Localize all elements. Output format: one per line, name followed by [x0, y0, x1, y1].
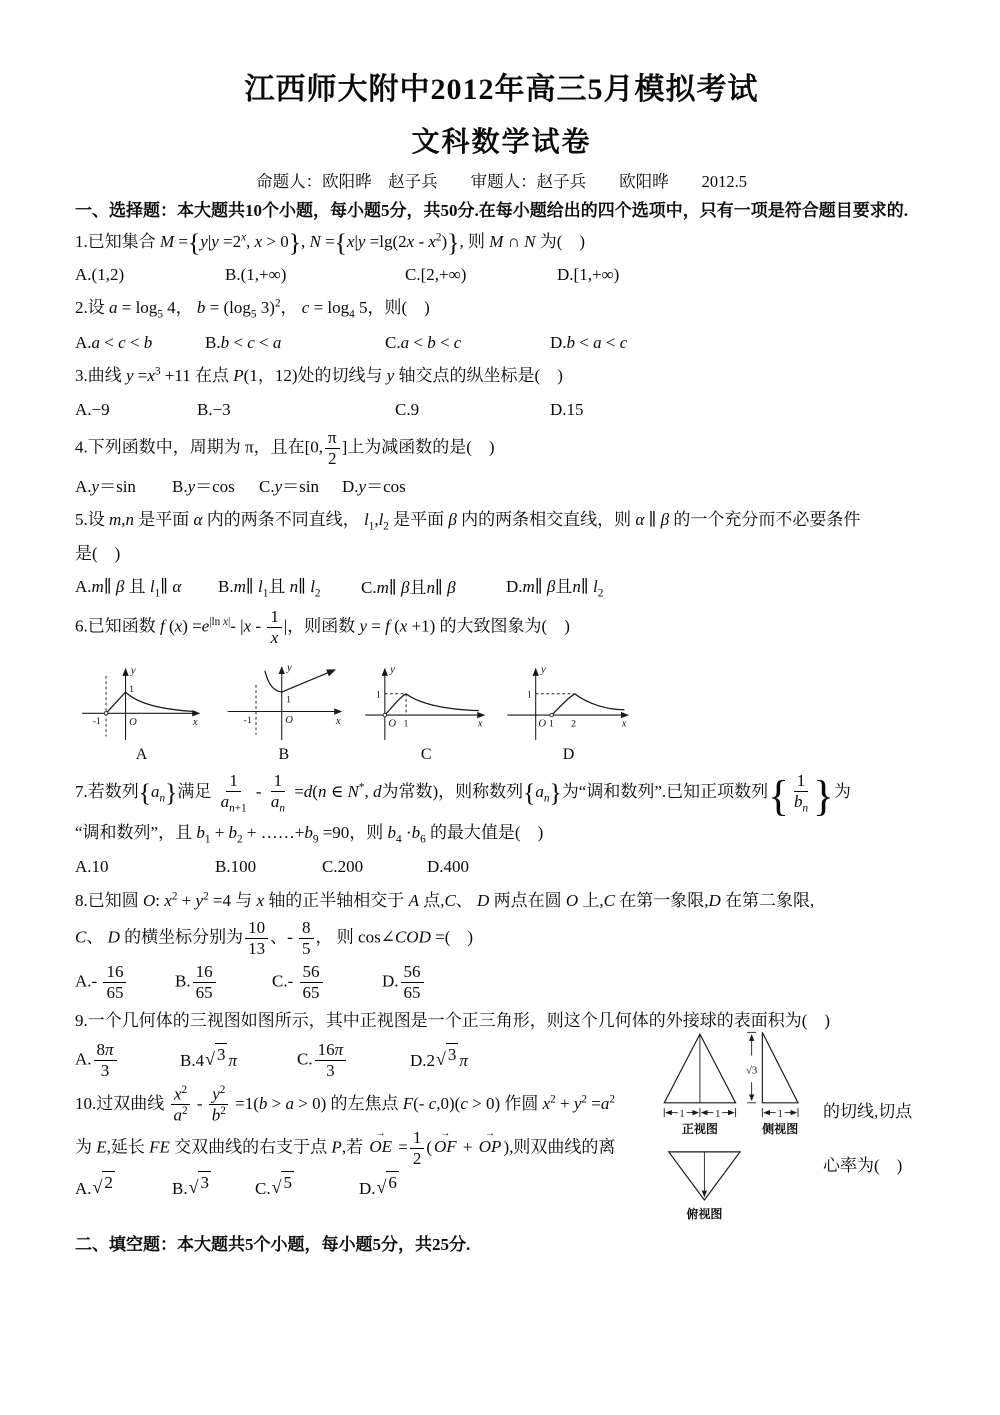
question-2: [75, 292, 928, 359]
question-8: [75, 885, 928, 1004]
axis-label-x: x: [336, 715, 341, 727]
tick-x2: 2: [571, 718, 577, 730]
q6-graph-c-plot: [360, 655, 493, 745]
question-10-stem-line1: 10.过双曲线 $\frac{x^2}{a^2}$ - $\frac{y^2}{b^2}$ =1(b > a > 0) 的左焦点 F(- c,0)(c > 0) 作圆 $x^2 + y^2 =a^2$: [75, 1083, 615, 1125]
side-width-dim: 1: [777, 1108, 783, 1121]
question-3-options: [75, 394, 928, 426]
question-10-stem-line2: 为 E,延长 FE 交双曲线的右支于点 P,若 → OE = $\frac{1}{2}$ ( → OF + → OP ),则双曲线的离: [75, 1127, 715, 1170]
question-5-option-a: A.m∥ β 且 $l_1\parallel$ α: [75, 577, 182, 600]
q9-q10-region: [75, 1005, 928, 1222]
question-1-options: [75, 259, 928, 291]
question-4-option-b: B.y＝cos: [172, 476, 235, 496]
q6-graph-b-caption: B: [278, 746, 290, 764]
exam-title: 江西师大附中2012年高三5月模拟考试: [244, 73, 759, 106]
question-6-figure: [75, 655, 635, 764]
origin-label: O: [538, 718, 547, 730]
question-1: [75, 226, 928, 292]
question-9-option-d: D.2 √ 3 π: [410, 1044, 468, 1070]
question-7: [75, 770, 928, 884]
question-10-option-b: B. √ 3: [172, 1173, 209, 1199]
question-8-option-b: B. $\frac{16}{65}$: [175, 961, 272, 1004]
question-2-stem: 2.设 $a = \log_5 4$， $b = (\log_5$ 3)$^2$， $c = \log_4 5$，则( ): [75, 297, 430, 321]
side-view-label: 侧视图: [762, 1122, 799, 1137]
side-height-dim: √3: [746, 1064, 758, 1077]
question-8-option-d: D. $\frac{56}{65}$: [382, 961, 426, 1004]
question-8-stem-line2: C、 D 的横坐标分别为 $\frac{10}{13}$ 、- $\frac{8}{5}$ ， 则 cos∠COD =( ): [75, 918, 474, 959]
question-8-option-c: C.- $\frac{56}{65}$: [272, 961, 382, 1004]
question-3-option-d: D.15: [550, 399, 584, 419]
question-3: [75, 360, 928, 426]
question-9-option-a: A. $\frac{8\pi}{3}$: [75, 1039, 180, 1082]
axis-label-y: y: [130, 665, 136, 677]
axis-label-x: x: [192, 716, 198, 728]
tick-neg1: -1: [92, 715, 101, 727]
question-1-option-a: A.(1,2): [75, 264, 125, 284]
q6-graph-a: [75, 655, 208, 764]
q6-graph-d: [502, 655, 635, 764]
tick-y1: 1: [526, 689, 532, 701]
question-3-option-b: B.−3: [197, 399, 231, 419]
q6-graph-a-caption: A: [135, 746, 148, 764]
q6-graph-c-caption: C: [420, 746, 432, 764]
question-3-option-a: A.−9: [75, 399, 110, 419]
tick-neg1: -1: [243, 715, 253, 727]
question-9-option-c: C. $\frac{16\pi}{3}$: [297, 1039, 410, 1082]
question-7-option-b: B.100: [215, 857, 257, 877]
origin-label: O: [129, 716, 137, 728]
question-3-option-c: C.9: [395, 399, 420, 419]
q6-graph-d-plot: [502, 655, 635, 745]
question-5-option-c: C.m∥ β且n∥ β: [361, 577, 456, 597]
axis-label-y: y: [389, 664, 395, 676]
q6-graph-c: [360, 655, 493, 764]
question-10-wrap-fragment-2: 心率为( ): [823, 1156, 903, 1176]
question-9-figure: [658, 1027, 823, 1230]
axis-label-y: y: [287, 662, 293, 674]
question-4-option-a: A.y＝sin: [75, 476, 136, 496]
q6-graph-d-caption: D: [562, 746, 575, 764]
origin-label: O: [285, 715, 294, 727]
question-5: [75, 504, 928, 605]
tick-x1: 1: [403, 718, 408, 730]
axis-label-x: x: [621, 718, 627, 730]
q6-graph-a-plot: [75, 655, 208, 745]
three-view-drawing: [658, 1027, 823, 1225]
question-10-option-d: D. √ 6: [359, 1173, 397, 1199]
tick-1: 1: [286, 694, 292, 706]
question-6: [75, 606, 928, 764]
question-1-option-c: C.[2,+∞): [405, 264, 467, 284]
front-width-dim-2: 1: [715, 1108, 721, 1121]
question-2-option-a: A.a < c < b: [75, 332, 153, 352]
axis-label-x: x: [477, 718, 483, 730]
question-4-option-d: D.y＝cos: [342, 476, 406, 496]
top-view-label: 俯视图: [686, 1207, 723, 1222]
question-4-options: [75, 471, 928, 503]
question-2-option-c: C.a < b < c: [385, 332, 462, 352]
question-2-option-d: D.b < a < c: [550, 332, 628, 352]
question-5-option-b: B.m∥ $l_1$且 n∥ $l_2$: [218, 577, 321, 600]
question-1-stem: 1.已知集合 $M =\{y|y =2^x$, x > 0}, $N =\{x|y =\lg(2x - x^2)\}$, 则 M ∩ N 为( ): [75, 227, 586, 257]
question-10-option-c: C. √ 5: [255, 1173, 292, 1199]
question-7-option-c: C.200: [322, 857, 364, 877]
section-2-heading: 二、填空题：本大题共5个小题，每小题5分，共25分.: [75, 1235, 471, 1255]
question-3-stem: 3.曲线 $y =x^3 +11$ 在点 P(1，12)处的切线与 y 轴交点的纵坐标是( ): [75, 365, 563, 386]
question-6-stem: 6.已知函数 f $(x) =e^{|ln x|}-$ |x - $\frac{1}{x}$ |，则函数 y = f (x +1) 的大致图象为( ): [75, 606, 570, 647]
front-view-label: 正视图: [681, 1122, 718, 1137]
q6-graph-b: [217, 655, 350, 764]
question-1-option-d: D.[1,+∞): [557, 264, 620, 284]
question-2-option-b: B.b < c < a: [205, 332, 282, 352]
origin-label: O: [388, 718, 396, 730]
question-2-options: [75, 327, 928, 359]
exam-subtitle: 文科数学试卷: [411, 127, 592, 158]
byline: 命题人：欧阳晔 赵子兵 审题人：赵子兵 欧阳晔 2012.5: [256, 172, 747, 192]
question-7-stem-line2: “调和数列”，且 $b_1 + b_2$ + $\dots\dots+b_9 =90$，则 $b_4 \cdot b_6$ 的最大值是( ): [75, 822, 544, 846]
question-9-option-b: B.4 √ 3 π: [180, 1044, 238, 1070]
question-4: [75, 427, 928, 503]
question-10-wrap-fragment-1: 的切线,切点: [823, 1102, 913, 1122]
question-4-stem: 4.下列函数中，周期为 π，且在[0, $\frac{\pi}{2}$ ]上为减函数的是( ): [75, 427, 495, 468]
question-7-stem-line1: 7.若数列$\{a_n\}$满足 $\frac{1}{a_{n+1}}$ - $\frac{1}{a_n}$ =d(n ∈ N*, d为常数)，则称数列$\{a_n\}$为“调和数列”.已知正项数列{ $\frac{1}{b_n}$ }为: [75, 771, 851, 821]
question-7-option-a: A.10: [75, 857, 109, 877]
front-width-dim-1: 1: [679, 1108, 685, 1121]
question-1-option-b: B.(1,+∞): [225, 264, 287, 284]
question-5-option-d: D.m∥ β且n∥ $l_2$: [506, 577, 604, 600]
question-5-stem-line1: 5.设 m,n 是平面 α 内的两条不同直线， $l_1,l_2$ 是平面 β 内的两条相交直线，则 α ∥ β 的一个充分而不必要条件: [75, 510, 861, 533]
tick-y1: 1: [375, 689, 381, 701]
question-5-stem-line2: 是( ): [75, 543, 121, 563]
axis-label-y: y: [540, 664, 546, 676]
question-8-stem-line1: 8.已知圆 O: $x^2 + y^2 =4$ 与 x 轴的正半轴相交于 A 点,C、 D 两点在圆 O 上,C 在第一象限,D 在第二象限,: [75, 890, 815, 910]
question-8-option-a: A.- $\frac{16}{65}$: [75, 961, 175, 1004]
question-7-options: [75, 851, 928, 883]
question-10-option-a: A. √ 2: [75, 1173, 113, 1199]
tick-x1: 1: [548, 718, 554, 730]
tick-1: 1: [129, 684, 134, 696]
q6-graph-b-plot: [217, 655, 350, 745]
question-9-stem: 9.一个几何体的三视图如图所示，其中正视图是一个正三角形，则这个几何体的外接球的表面积为( ): [75, 1011, 831, 1031]
section-1-heading: 一、选择题：本大题共10个小题，每小题5分，共50分.在每小题给出的四个选项中，只有一项是符合题目要求的.: [75, 201, 908, 221]
question-5-options: [75, 571, 928, 605]
question-4-option-c: C.y＝sin: [259, 476, 319, 496]
question-8-options: [75, 961, 928, 1004]
question-7-option-d: D.400: [427, 857, 470, 877]
